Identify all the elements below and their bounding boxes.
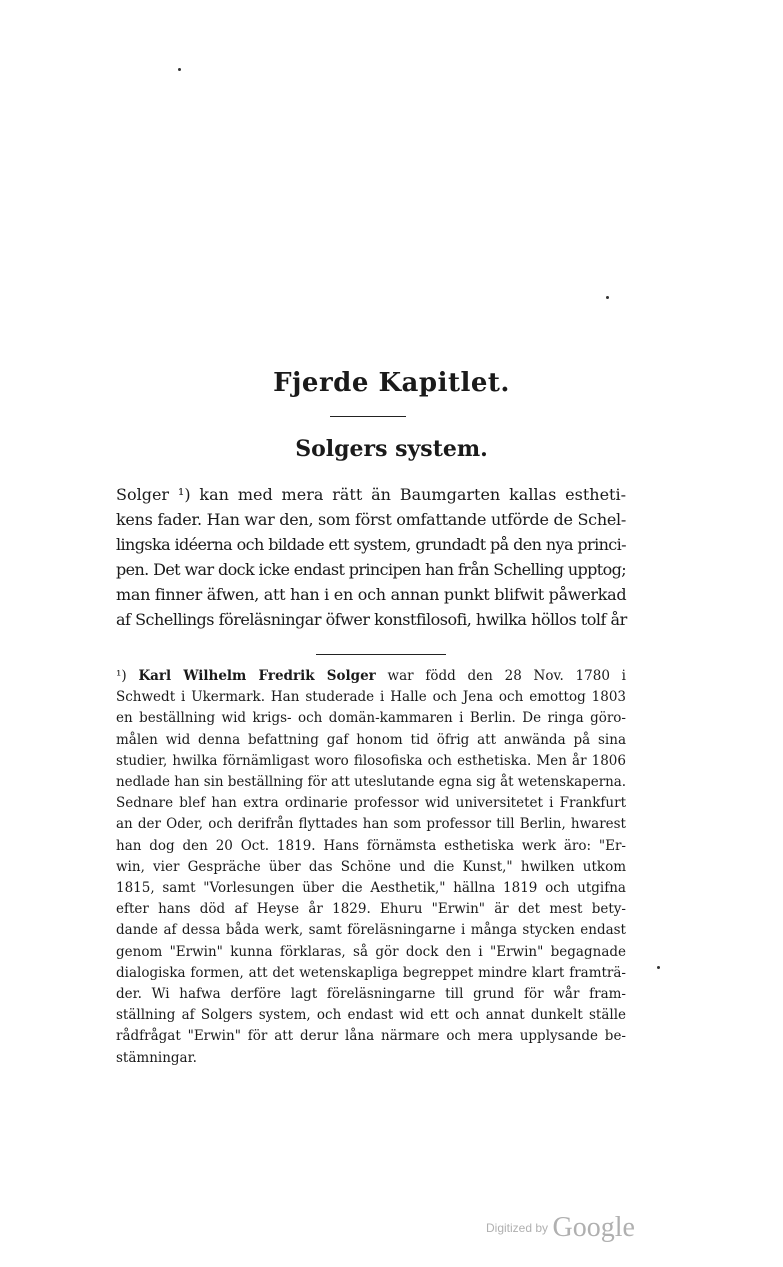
footnote-first-line-rest: war född den 28 Nov. 1780 i	[375, 668, 626, 684]
footnote-divider	[316, 654, 446, 655]
body-line: Solger ¹) kan med mera rätt än Baumgarten kallas estheti-	[116, 485, 626, 504]
body-line: man finner äfwen, att han i en och annan punkt blifwit påwerkad	[116, 585, 627, 604]
body-line: pen. Det war dock icke endast principen han från Schelling upptog;	[116, 560, 626, 579]
footnote-line: målen wid denna befattning gaf honom tid öfrig att anwända på sina	[116, 731, 626, 748]
footnote-first-line	[116, 666, 626, 687]
footnote-line: der. Wi hafwa derföre lagt föreläsningarne till grund för wår fram-	[116, 986, 626, 1003]
footnote-line: rådfrågat "Erwin" för att derur låna närmare och mera upplysande be-	[116, 1028, 626, 1045]
footnote-marker: ¹)	[116, 668, 127, 684]
footnote-line: genom "Erwin" kunna förklaras, så gör dock den i "Erwin" begagnade	[116, 943, 626, 960]
footnote-line: studier, hwilka förnämligast woro filosofiska och esthetiska. Men år 1806	[116, 752, 626, 769]
watermark-brand: Google	[552, 1212, 635, 1243]
chapter-divider	[330, 416, 406, 417]
footnote-line: 1815, samt "Vorlesungen über die Aesthetik," hällna 1819 och utgifna	[116, 880, 626, 897]
footnote-line: efter hans död af Heyse år 1829. Ehuru "Erwin" är det mest bety-	[116, 901, 626, 918]
footnote-line: Sednare blef han extra ordinarie professor wid universitetet i Frankfurt	[116, 795, 626, 812]
body-line: kens fader. Han war den, som först omfattande utförde de Schel-	[116, 510, 626, 529]
footnote	[116, 666, 626, 1069]
body-line: af Schellings föreläsningar öfwer konstfilosofi, hwilka höllos tolf år	[116, 610, 627, 629]
footnote-line: dande af dessa båda werk, samt föreläsningarne i många stycken endast	[116, 922, 626, 939]
footnote-line: nedlade han sin beställning för att uteslutande egna sig åt wetenskaperna.	[116, 774, 626, 791]
footnote-line: Schwedt i Ukermark. Han studerade i Halle och Jena och emottog 1803	[116, 689, 626, 706]
footnote-line: an der Oder, och derifrån flyttades han som professor till Berlin, hwarest	[116, 816, 626, 833]
chapter-title: Fjerde Kapitlet.	[273, 368, 510, 398]
footnote-line: han dog den 20 Oct. 1819. Hans förnämsta esthetiska werk äro: "Er-	[116, 837, 626, 854]
footnote-person-name: Karl Wilhelm Fredrik Solger	[138, 668, 376, 684]
section-title: Solgers system.	[295, 436, 488, 462]
body-paragraph	[116, 482, 626, 632]
print-speck	[606, 296, 609, 299]
footnote-line: stämningar.	[116, 1049, 197, 1066]
print-speck	[657, 966, 660, 969]
footnote-line: dialogiska formen, att det wetenskapliga begreppet mindre klart framträ-	[116, 964, 626, 981]
digitized-watermark	[486, 1212, 635, 1244]
footnote-line: en beställning wid krigs- och domän-kammaren i Berlin. De ringa göro-	[116, 710, 626, 727]
watermark-digitized-label: Digitized by	[486, 1221, 549, 1235]
footnote-line: ställning af Solgers system, och endast wid ett och annat dunkelt ställe	[116, 1007, 626, 1024]
footnote-line: win, vier Gespräche über das Schöne und die Kunst," hwilken utkom	[116, 858, 626, 875]
body-line: lingska idéerna och bildade ett system, grundadt på den nya princi-	[116, 535, 626, 554]
print-speck	[178, 68, 181, 71]
